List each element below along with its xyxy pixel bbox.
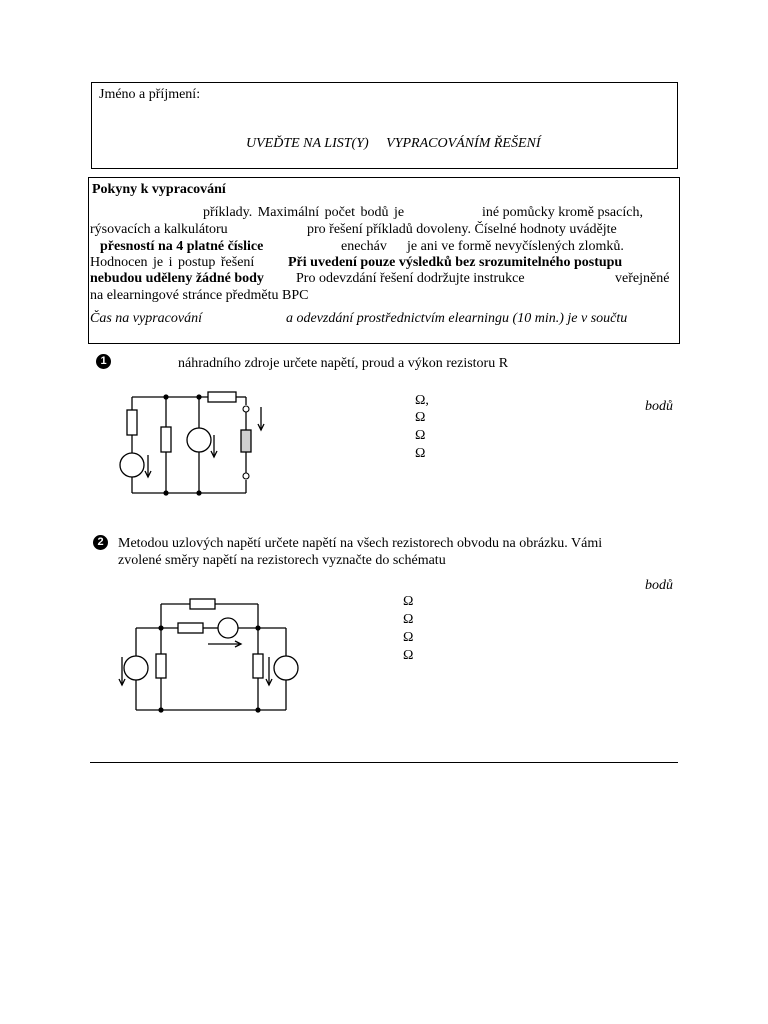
header-instruction: UVEĎTE NA LIST(Y) VYPRACOVÁNÍM ŘEŠENÍ: [246, 136, 541, 151]
bottom-divider: [90, 762, 678, 763]
instructions-line-5b: Pro odevzdání řešení dodržujte instrukce: [296, 271, 525, 286]
instructions-line-3a: přesností na 4 platné číslice: [100, 239, 264, 254]
problem1-text: náhradního zdroje určete napětí, proud a výkon rezistoru R: [178, 356, 509, 371]
problem2-number-badge: 2: [93, 535, 108, 550]
instructions-line-3c: je ani ve formě nevyčíslených zlomků.: [407, 239, 624, 254]
problem2-value-3: Ω: [403, 630, 414, 645]
instructions-line-4b: Při uvedení pouze výsledků bez srozumitelného postupu: [288, 255, 623, 270]
problem1-value-4: Ω: [415, 446, 426, 461]
problem2-value-1: Ω: [403, 594, 414, 609]
problem1-value-1: Ω,: [415, 393, 429, 408]
instructions-line-7b: a odevzdání prostřednictvím elearningu (10 min.) je v součtu: [286, 311, 628, 326]
problem2-value-4: Ω: [403, 648, 414, 663]
problem2-value-2: Ω: [403, 612, 414, 627]
problem2-text-line1: Metodou uzlových napětí určete napětí na všech rezistorech obvodu na obrázku. Vámi: [118, 536, 603, 551]
problem1-value-3: Ω: [415, 428, 426, 443]
instructions-line-3b: enecháv: [341, 239, 387, 254]
instructions-title: Pokyny k vypracování: [92, 182, 226, 197]
name-label: Jméno a příjmení:: [99, 87, 201, 102]
instructions-line-5c: veřejněné: [615, 271, 670, 286]
problem2-text-line2: zvolené směry napětí na rezistorech vyznačte do schématu: [118, 553, 446, 568]
instructions-line-7a: Čas na vypracování: [90, 311, 202, 326]
instructions-line-4a: Hodnocen je i postup řešení: [90, 255, 255, 270]
problem1-value-2: Ω: [415, 410, 426, 425]
problem2-points-label: bodů: [645, 578, 673, 593]
instructions-line-1b: iné pomůcky kromě psacích,: [482, 205, 643, 220]
instructions-line-5a: nebudou uděleny žádné body: [90, 271, 264, 286]
problem1-points-label: bodů: [645, 399, 673, 414]
problem2-circuit-diagram: [110, 595, 300, 720]
instructions-line-2a: rýsovacích a kalkulátoru: [90, 222, 228, 237]
problem1-circuit-diagram: [110, 385, 270, 500]
problem1-number-badge: 1: [96, 354, 111, 369]
instructions-line-2b: pro řešení příkladů dovoleny. Číselné hodnoty uvádějte: [307, 222, 617, 237]
instructions-line-1a: příklady. Maximální počet bodů je: [203, 205, 405, 220]
instructions-line-6: na elearningové stránce předmětu BPC: [90, 288, 309, 303]
